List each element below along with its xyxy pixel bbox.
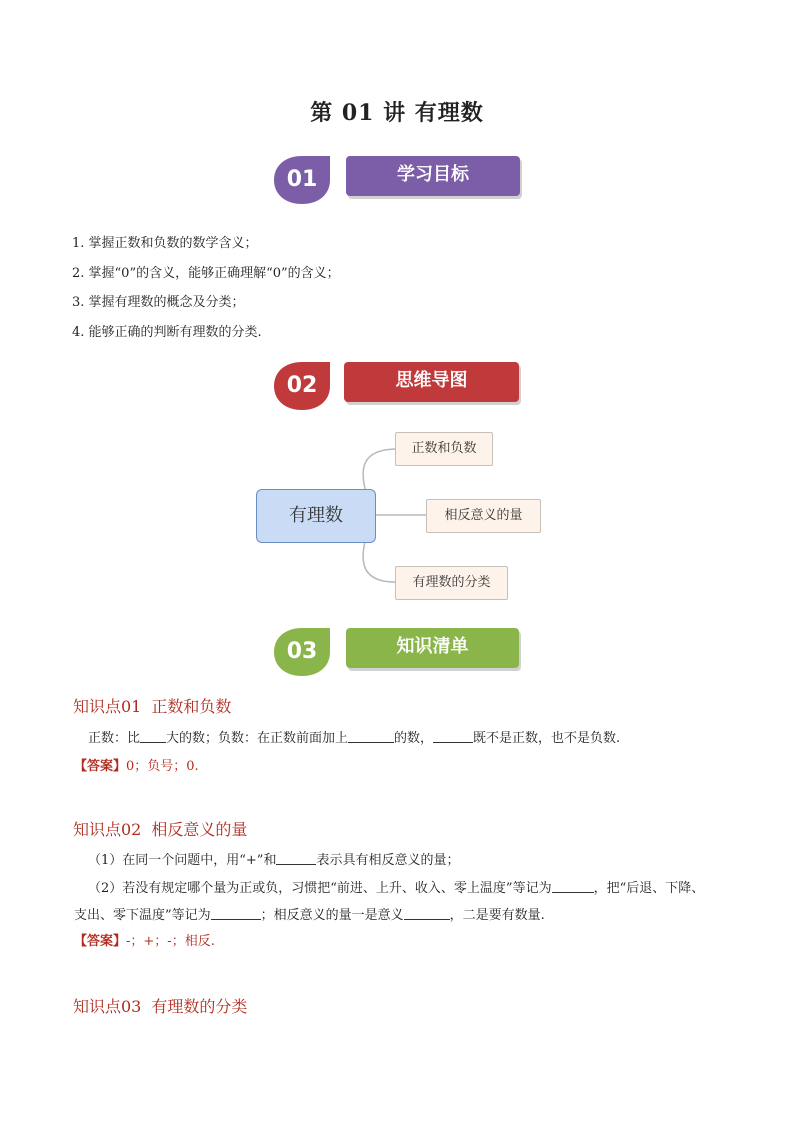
kp-number: 知识点02 bbox=[73, 820, 142, 839]
answer-text: -；+；-；相反. bbox=[126, 934, 215, 949]
text: ，二是要有数量. bbox=[449, 908, 545, 923]
fill-blank bbox=[433, 728, 473, 743]
text: （2）若没有规定哪个量为正或负，习惯把“前进、上升、收入、零上温度”等记为 bbox=[88, 881, 552, 896]
kp2-line3 bbox=[74, 903, 734, 929]
fill-blank bbox=[348, 728, 394, 743]
kp-number: 知识点03 bbox=[73, 997, 142, 1016]
objective-item: 2. 掌握“0”的含义，能够正确理解“0”的含义； bbox=[72, 265, 340, 281]
text: 表示具有相反意义的量； bbox=[316, 853, 460, 868]
fill-blank bbox=[276, 850, 316, 865]
text: 既不是正数，也不是负数. bbox=[473, 731, 621, 746]
fill-blank bbox=[552, 878, 594, 893]
kp1-answer bbox=[74, 754, 734, 780]
fill-blank bbox=[404, 905, 450, 920]
kp1-text bbox=[88, 726, 748, 752]
fill-blank bbox=[211, 905, 261, 920]
knowledge-point-heading bbox=[73, 817, 247, 840]
text: 正数：比 bbox=[88, 731, 141, 746]
section-number: 03 bbox=[286, 639, 318, 664]
kp-title: 正数和负数 bbox=[151, 697, 232, 716]
section-number: 01 bbox=[286, 167, 318, 192]
mindmap-center-node: 有理数 bbox=[256, 489, 376, 543]
text: 支出、零下温度”等记为 bbox=[74, 908, 211, 923]
kp2-answer bbox=[74, 929, 734, 955]
section-number: 02 bbox=[286, 373, 318, 398]
mindmap-branch-node: 相反意义的量 bbox=[426, 499, 541, 533]
knowledge-point-heading bbox=[73, 694, 231, 717]
kp2-line1 bbox=[88, 848, 748, 874]
kp-title: 相反意义的量 bbox=[151, 820, 248, 839]
objective-item: 4. 能够正确的判断有理数的分类. bbox=[72, 324, 262, 340]
mindmap-branch-node: 有理数的分类 bbox=[395, 566, 508, 600]
kp-title: 有理数的分类 bbox=[151, 997, 248, 1016]
objective-item: 1. 掌握正数和负数的数学含义； bbox=[72, 236, 258, 251]
objective-item: 3. 掌握有理数的概念及分类； bbox=[72, 295, 245, 310]
text: 大的数；负数：在正数前面加上 bbox=[166, 731, 349, 746]
answer-text: 0；负号；0. bbox=[126, 759, 199, 774]
text: （1）在同一个问题中，用“+”和 bbox=[88, 853, 277, 868]
text: ，把“后退、下降、 bbox=[593, 881, 705, 896]
answer-label: 【答案】 bbox=[74, 934, 127, 949]
mindmap-branch-node: 正数和负数 bbox=[395, 432, 493, 466]
section-badge-03 bbox=[272, 626, 332, 678]
section-banner-learning-goals: 学习目标 bbox=[346, 156, 520, 196]
section-banner-mind-map: 思维导图 bbox=[344, 362, 519, 402]
fill-blank bbox=[140, 728, 166, 743]
knowledge-point-heading bbox=[73, 994, 247, 1017]
kp-number: 知识点01 bbox=[73, 697, 142, 716]
answer-label: 【答案】 bbox=[74, 759, 127, 774]
page-title: 第 01 讲 有理数 bbox=[310, 100, 484, 126]
text: 的数， bbox=[394, 731, 434, 746]
section-banner-knowledge-list: 知识清单 bbox=[346, 628, 519, 668]
kp2-line2 bbox=[88, 876, 748, 902]
text: ；相反意义的量一是意义 bbox=[260, 908, 404, 923]
